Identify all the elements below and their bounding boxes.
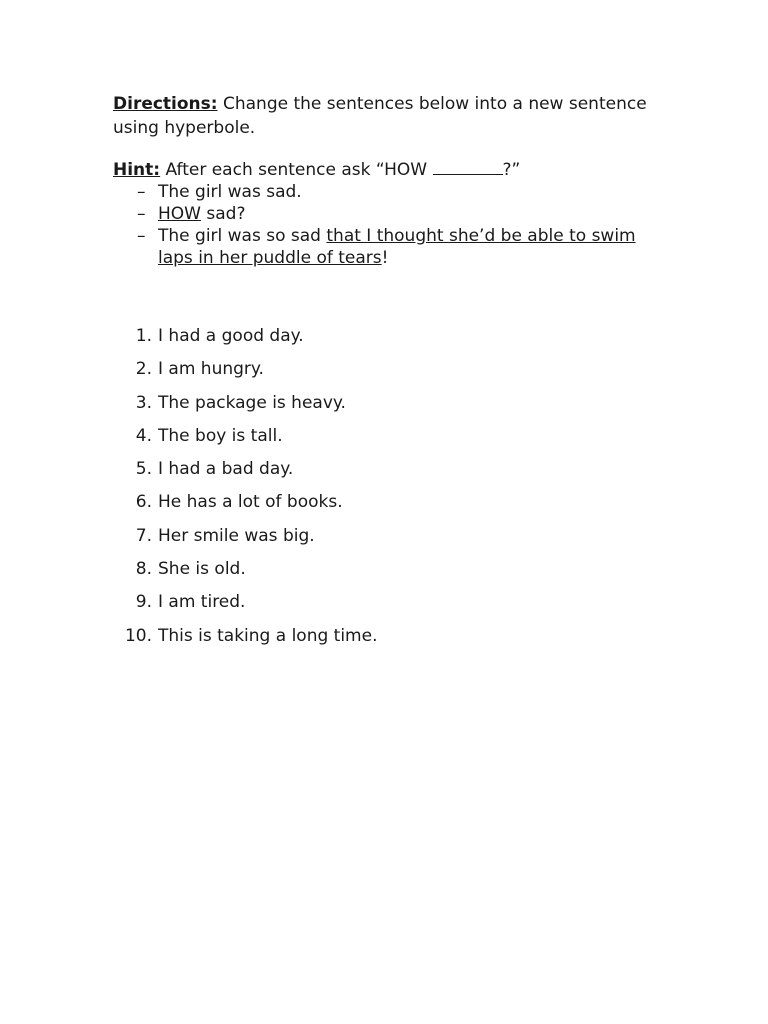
sentence-text: Her smile was big. — [158, 525, 315, 546]
answer-blank — [433, 160, 503, 175]
hint-line — [113, 159, 673, 181]
hint-example-underlined: that I thought she’d be able to swim laps in her puddle of tears — [158, 226, 636, 268]
hint-label: Hint: — [113, 160, 161, 180]
directions-text: Change the sentences below into a new sentence using hyperbole. — [113, 94, 647, 138]
dash-bullet: – — [137, 226, 146, 246]
sentence-item — [113, 358, 673, 391]
sentence-text: He has a lot of books. — [158, 492, 343, 513]
sentence-number: 1. — [135, 326, 152, 346]
hint-section — [113, 159, 673, 269]
sentence-item — [113, 491, 673, 524]
hint-example-item — [113, 203, 673, 225]
sentence-number: 7. — [135, 525, 152, 546]
sentence-item — [113, 425, 673, 458]
directions-label: Directions: — [113, 94, 218, 114]
sentence-number: 10. — [124, 625, 152, 646]
sentence-item — [113, 325, 673, 358]
sentence-text: I am hungry. — [158, 359, 264, 380]
dash-bullet: – — [137, 182, 146, 202]
hint-example-end: ! — [381, 248, 389, 268]
sentence-text: The package is heavy. — [158, 392, 346, 413]
hint-example-item — [113, 181, 673, 203]
sentence-text: She is old. — [158, 559, 246, 580]
sentence-number: 5. — [135, 459, 152, 480]
sentence-number: 4. — [135, 425, 152, 446]
hint-example-underlined: HOW — [158, 204, 201, 224]
sentence-number: 3. — [135, 392, 152, 413]
hint-example-text: The girl was so sad — [158, 226, 327, 246]
hint-example-text: The girl was sad. — [158, 182, 302, 202]
sentence-item — [113, 525, 673, 558]
directions-paragraph — [113, 92, 673, 140]
sentence-number: 9. — [135, 592, 152, 613]
sentence-number: 6. — [135, 492, 152, 513]
hint-example-list — [113, 181, 673, 269]
hint-example-item — [113, 225, 673, 269]
sentence-text: I had a good day. — [158, 326, 304, 346]
sentence-item — [113, 591, 673, 624]
sentence-text: I am tired. — [158, 592, 246, 613]
sentence-item — [113, 392, 673, 425]
sentence-item — [113, 558, 673, 591]
sentence-text: This is taking a long time. — [158, 625, 378, 646]
dash-bullet: – — [137, 204, 146, 224]
hint-example-text: sad? — [200, 204, 246, 224]
sentence-item — [113, 458, 673, 491]
sentence-number: 2. — [135, 359, 152, 380]
hint-text-after: ?” — [502, 160, 521, 180]
sentence-text: I had a bad day. — [158, 459, 294, 480]
sentence-item — [113, 625, 673, 658]
sentence-text: The boy is tall. — [158, 425, 283, 446]
hint-text-before: After each sentence ask “HOW — [160, 160, 433, 180]
sentence-number: 8. — [135, 559, 152, 580]
sentence-list — [113, 325, 673, 658]
